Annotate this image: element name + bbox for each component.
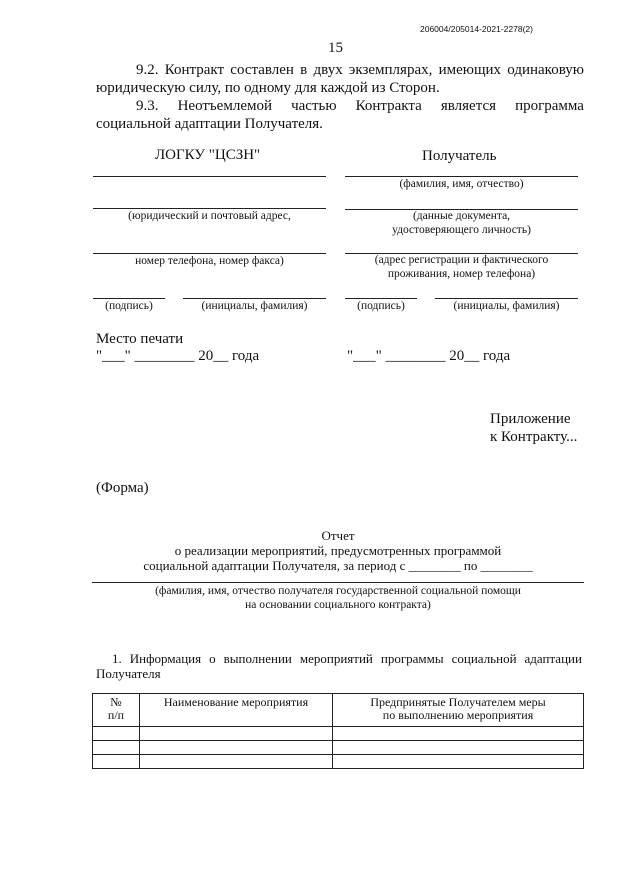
column-measures-header	[333, 694, 584, 727]
table-cell[interactable]	[93, 741, 140, 755]
table-cell[interactable]	[333, 741, 584, 755]
signature-line	[183, 298, 326, 299]
column-number-line-1: №	[110, 695, 122, 709]
table-row	[93, 755, 584, 769]
signature-line	[345, 176, 578, 177]
address-hint: (юридический и почтовый адрес,	[128, 210, 291, 222]
recipient-name-line	[92, 582, 584, 583]
clause-word: Контракта	[355, 98, 422, 114]
activities-table	[92, 693, 584, 769]
signature-line	[93, 253, 326, 254]
section-word: о	[209, 651, 216, 666]
column-measures-line-2: по выполнению мероприятия	[382, 708, 534, 722]
table-header-row	[93, 694, 584, 727]
signature-line	[435, 298, 578, 299]
left-party-title: ЛОГКУ "ЦСЗН"	[155, 147, 261, 163]
appendix-label: Приложение	[490, 411, 571, 427]
table-row	[93, 727, 584, 741]
stamp-place-label: Место печати	[96, 331, 184, 347]
clause-9-2-line-2: юридическую силу, по одному для каждой из Сторон.	[96, 80, 440, 96]
signature-line	[93, 208, 326, 209]
section-word: 1.	[112, 651, 122, 666]
column-activity-label: Наименование мероприятия	[163, 695, 309, 709]
section-word: выполнении	[223, 651, 292, 666]
clause-word: является	[440, 98, 496, 114]
registration-hint-2: проживания, номер телефона)	[387, 268, 536, 280]
clause-9-2-line-1: 9.2. Контракт составлен в двух экземплярах, имеющих одинаковую	[136, 62, 584, 78]
appendix-reference: к Контракту...	[490, 429, 578, 445]
table-cell[interactable]	[333, 727, 584, 741]
clause-word: 9.3.	[136, 98, 159, 114]
recipient-hint-1: (фамилия, имя, отчество получателя государственной социальной помощи	[155, 585, 521, 597]
phone-hint: номер телефона, номер факса)	[135, 255, 284, 267]
section-word: Информация	[129, 651, 202, 666]
clause-word: программа	[515, 98, 584, 114]
section-word: адаптации	[524, 651, 582, 666]
form-label: (Форма)	[96, 480, 149, 496]
signature-line	[93, 298, 165, 299]
table-cell[interactable]	[140, 727, 333, 741]
clause-9-3-line-2: социальной адаптации Получателя.	[96, 116, 323, 132]
clause-word: частью	[291, 98, 337, 114]
report-title: Отчет	[321, 528, 355, 543]
signature-line	[345, 298, 417, 299]
table-row	[93, 741, 584, 755]
left-initials-hint: (инициалы, фамилия)	[201, 300, 308, 312]
table-cell[interactable]	[140, 741, 333, 755]
column-activity-header	[140, 694, 333, 727]
page-number: 15	[328, 40, 343, 56]
right-signature-hint: (подпись)	[357, 300, 405, 312]
section-1-heading-cont: Получателя	[96, 666, 161, 681]
table-cell[interactable]	[140, 755, 333, 769]
section-word: мероприятий	[299, 651, 373, 666]
clause-word: Неотъемлемой	[177, 98, 272, 114]
right-date-field: "___" ________ 20__ года	[347, 348, 511, 364]
column-measures-line-1: Предпринятые Получателем меры	[370, 695, 546, 709]
section-1-heading	[112, 651, 582, 667]
right-initials-hint: (инициалы, фамилия)	[453, 300, 560, 312]
clause-9-3-line-1	[136, 98, 584, 115]
left-signature-hint: (подпись)	[105, 300, 153, 312]
column-number-line-2: п/п	[107, 708, 125, 722]
document-hint-2: удостоверяющего личность)	[392, 224, 531, 236]
section-word: социальной	[451, 651, 517, 666]
recipient-hint-2: на основании социального контракта)	[245, 599, 431, 611]
table-cell[interactable]	[93, 727, 140, 741]
left-date-field: "___" ________ 20__ года	[96, 348, 260, 364]
document-code: 206004/205014-2021-2278(2)	[420, 24, 533, 34]
registration-hint-1: (адрес регистрации и фактического	[374, 254, 549, 266]
column-number-header	[93, 694, 140, 727]
signature-line	[93, 176, 326, 177]
report-subtitle: о реализации мероприятий, предусмотренных программой	[174, 543, 502, 558]
document-hint-1: (данные документа,	[412, 210, 511, 222]
table-cell[interactable]	[333, 755, 584, 769]
table-cell[interactable]	[93, 755, 140, 769]
right-party-title: Получатель	[422, 148, 497, 164]
section-word: программы	[380, 651, 444, 666]
fio-hint: (фамилия, имя, отчество)	[399, 178, 524, 190]
report-period: социальной адаптации Получателя, за период с ________ по ________	[143, 558, 533, 573]
